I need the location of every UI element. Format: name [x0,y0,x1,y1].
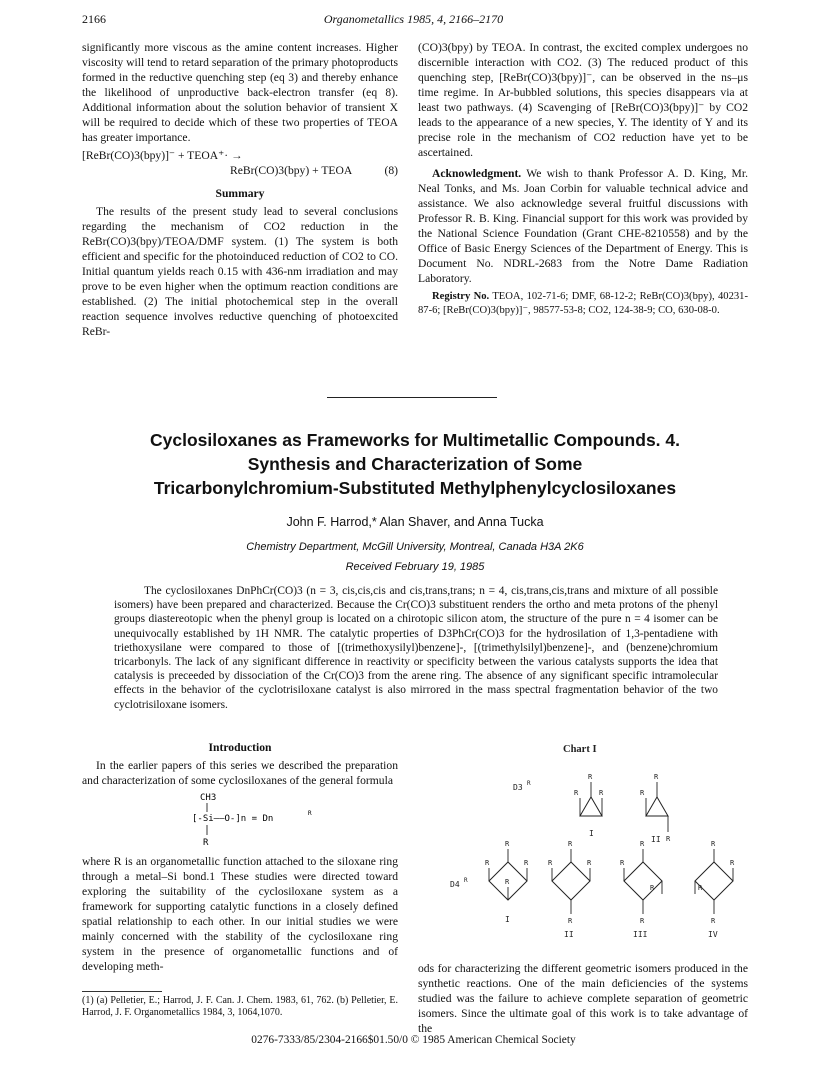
equation-8 [82,148,398,178]
page-number: 2166 [82,12,106,26]
substituent-r: R [640,789,645,797]
footnote-rule [82,991,162,992]
article-title [110,428,720,500]
title-line: Synthesis and Characterization of Some [247,454,583,474]
paragraph: ods for characterizing the different geometric isomers produced in the synthetic reactions. One of the main deficiencies of the systems studied was the failure to achieve complete separation of geometric isomers. Since the ultimate goal of this work is to take advantage of the [418,962,748,1035]
d3-label: D3 [513,783,523,792]
substituent-r: R [505,878,510,886]
formula-ch3: CH3 [200,793,217,803]
copyright-footer: 0276-7333/85/2304-2166$01.50/0 © 1985 American Chemical Society [251,1034,576,1046]
paragraph: significantly more viscous as the amine content increases. Higher viscosity will tend to retard separation of the primary photoproducts formed in the reductive quenching step (eq 3) and thereby enhance the likelihood of unproductive back-electron transfer (eq 8). Additional information about the solution behavior of transient X will be required to decide which of these two properties of TEOA has greater importance. [82,41,398,144]
journal-header: Organometallics 1985, 4, 2166–2170 [323,12,504,26]
isomer-label: I [589,829,594,838]
isomer-label: III [633,930,648,939]
registry-label: Registry No. [432,291,490,302]
d3-isomer-ii [640,773,671,844]
right-column-top [418,40,748,318]
introduction [82,740,398,974]
chart-i [418,740,748,950]
title-line: Tricarbonylchromium-Substituted Methylphenylcyclosiloxanes [153,478,677,498]
d3-isomer-i [574,773,604,838]
substituent-r: R [548,859,553,867]
equation-line: [ReBr(CO)3(bpy)]⁻ + TEOA⁺· → [82,149,243,162]
summary-text: The results of the present study lead to several conclusions regarding the mechanism of CO2 reduction in the ReBr(CO)3(bpy)/TEOA/DMF system. (1) The system is both efficient and specific for the photoinduced reduction of CO2 to CO. Initial quantum yields reach 0.15 with 436-nm irradiation and may prove to be even higher when the optimum reaction conditions are established. (2) The initial photochemical step in the overall reaction sequence involves reductive quenching of photoexcited ReBr- [82,205,398,338]
substituent-r: R [730,859,735,867]
substituent-r: R [698,884,703,892]
isomer-label: II [564,930,574,939]
registry-numbers [418,290,748,318]
right-column-bottom [418,961,748,1036]
intro-paragraph: In the earlier papers of this series we described the preparation and characterization of some cyclosiloxanes of the general formula [82,759,398,787]
substituent-r: R [640,840,645,848]
isomer-label: I [505,915,510,924]
substituent-r: R [711,917,716,925]
abstract [114,584,718,712]
title-line: Cyclosiloxanes as Frameworks for Multimetallic Compounds. 4. [149,430,680,450]
isomer-label: II [651,835,661,844]
d4-label: D4 [450,880,460,889]
d4-isomer-ii [548,840,592,939]
footnote: (1) (a) Pelletier, E.; Harrod, J. F. Can. J. Chem. 1983, 61, 762. (b) Pelletier, E. Harrod, J. F. Organometallics 1984, 3, 1064,1070. [82,995,398,1018]
equation-line: ReBr(CO)3(bpy) + TEOA [230,164,353,177]
substituent-r: R [568,917,573,925]
d4-isomer-iii [620,840,662,939]
substituent-r: R [485,859,490,867]
substituent-r: R [574,789,579,797]
substituent-r: R [711,840,716,848]
substituent-r: R [666,835,671,843]
d4-isomer-iv [695,840,735,939]
d3-sup: R [527,780,531,787]
affiliation: Chemistry Department, McGill University, Montreal, Canada H3A 2K6 [246,541,584,553]
intro-paragraph: where R is an organometallic function attached to the siloxane ring through a metal–Si bond.1 These studies were directed toward exploring the suitability of the cyclosiloxane system as a framework for supporting catalytic functions in a closely defined spatial relationship to each other. In our initial studies we were mainly concerned with the stability of the cyclosiloxane ring system in the presence of organometallic functions and of developing meth- [82,855,398,973]
formula-main: [-Si——O-]n = Dn [192,814,274,824]
chart-title: Chart I [563,744,597,755]
equation-number: (8) [384,164,398,177]
substituent-r: R [620,859,625,867]
substituent-r: R [568,840,573,848]
substituent-r: R [654,773,659,781]
section-divider [327,397,497,398]
substituent-r: R [505,840,510,848]
formula-sup: R [308,810,312,817]
formula-r: R [203,838,209,848]
substituent-r: R [587,859,592,867]
left-column-top [82,40,398,339]
isomer-label: IV [708,930,718,939]
registry-text: TEOA, 102-71-6; DMF, 68-12-2; ReBr(CO)3(bpy), 40231-87-6; [ReBr(CO)3(bpy)]⁻, 98577-53-8; CO2, 124-38-9; CO, 630-08-0. [418,291,748,316]
substituent-r: R [588,773,593,781]
general-formula [82,788,398,850]
substituent-r: R [650,884,655,892]
substituent-r: R [640,917,645,925]
abstract-text: The cyclosiloxanes DnPhCr(CO)3 (n = 3, cis,cis,cis and cis,trans,trans; n = 4, cis,trans,cis,trans and mixture of all possible isomers) have been prepared and characterized. Because the Cr(CO)3 substituent renders the ortho and meta protons of the phenyl groups diastereotopic when the phenyl group is located on a chirotopic silicon atom, the structure of the pure n = 4 isomer can be unequivocally established by 1H NMR. The catalytic properties of D3PhCr(CO)3 for the hydrosilation of 1,3-pentadiene with triethoxysilane were compared to those of [(trimethoxysilyl)benzene]-, [(trimethylsilyl)benzene]-, and (benzene)chromium tricarbonyls. The lack of any significant difference in reactivity or specificity between the various catalysts supports the idea that catalysis is preceeded by dissociation of the Cr(CO)3 from the arene ring. The absence of any significant specific intramolecular effects in the behavior of the cyclotrisiloxane catalyst is also mirrored in the mass spectral fragmentation behavior of the two cyclotrisiloxane isomers. [114,585,718,711]
summary-heading: Summary [215,187,265,200]
received-date: Received February 19, 1985 [345,561,485,573]
paragraph: (CO)3(bpy) by TEOA. In contrast, the excited complex undergoes no discernible interaction with CO2. (3) The reduced product of this quenching step, [ReBr(CO)3(bpy)]⁻, can be observed in the ns–μs time regime. In Ar-bubbled solutions, this species disappears via at least two pathways. (4) Scavenging of [ReBr(CO)3(bpy)]⁻ by CO2 leads to the appearance of a new species, Y. The identity of Y and its precise role in the mechanism of CO2 reduction have yet to be ascertained. [418,41,748,159]
ack-text: We wish to thank Professor A. D. King, Mr. Neal Tonks, and Ms. Joan Corbin for valuable technical advice and assistance. We also acknowledge several fruitful discussions with Professor R. B. King. Financial support for this work was provided by the National Science Foundation (Grant CHE-8210558) and by the Office of Basic Energy Sciences of the Department of Energy. This is Document No. NDRL-2683 from the Notre Dame Radiation Laboratory. [418,167,748,285]
ack-label: Acknowledgment. [432,167,522,180]
acknowledgment [418,166,748,286]
d4-isomer-i [485,840,529,924]
substituent-r: R [599,789,604,797]
d4-sup: R [464,877,468,884]
authors: John F. Harrod,* Alan Shaver, and Anna Tucka [286,515,544,529]
substituent-r: R [524,859,529,867]
introduction-heading: Introduction [208,741,272,754]
